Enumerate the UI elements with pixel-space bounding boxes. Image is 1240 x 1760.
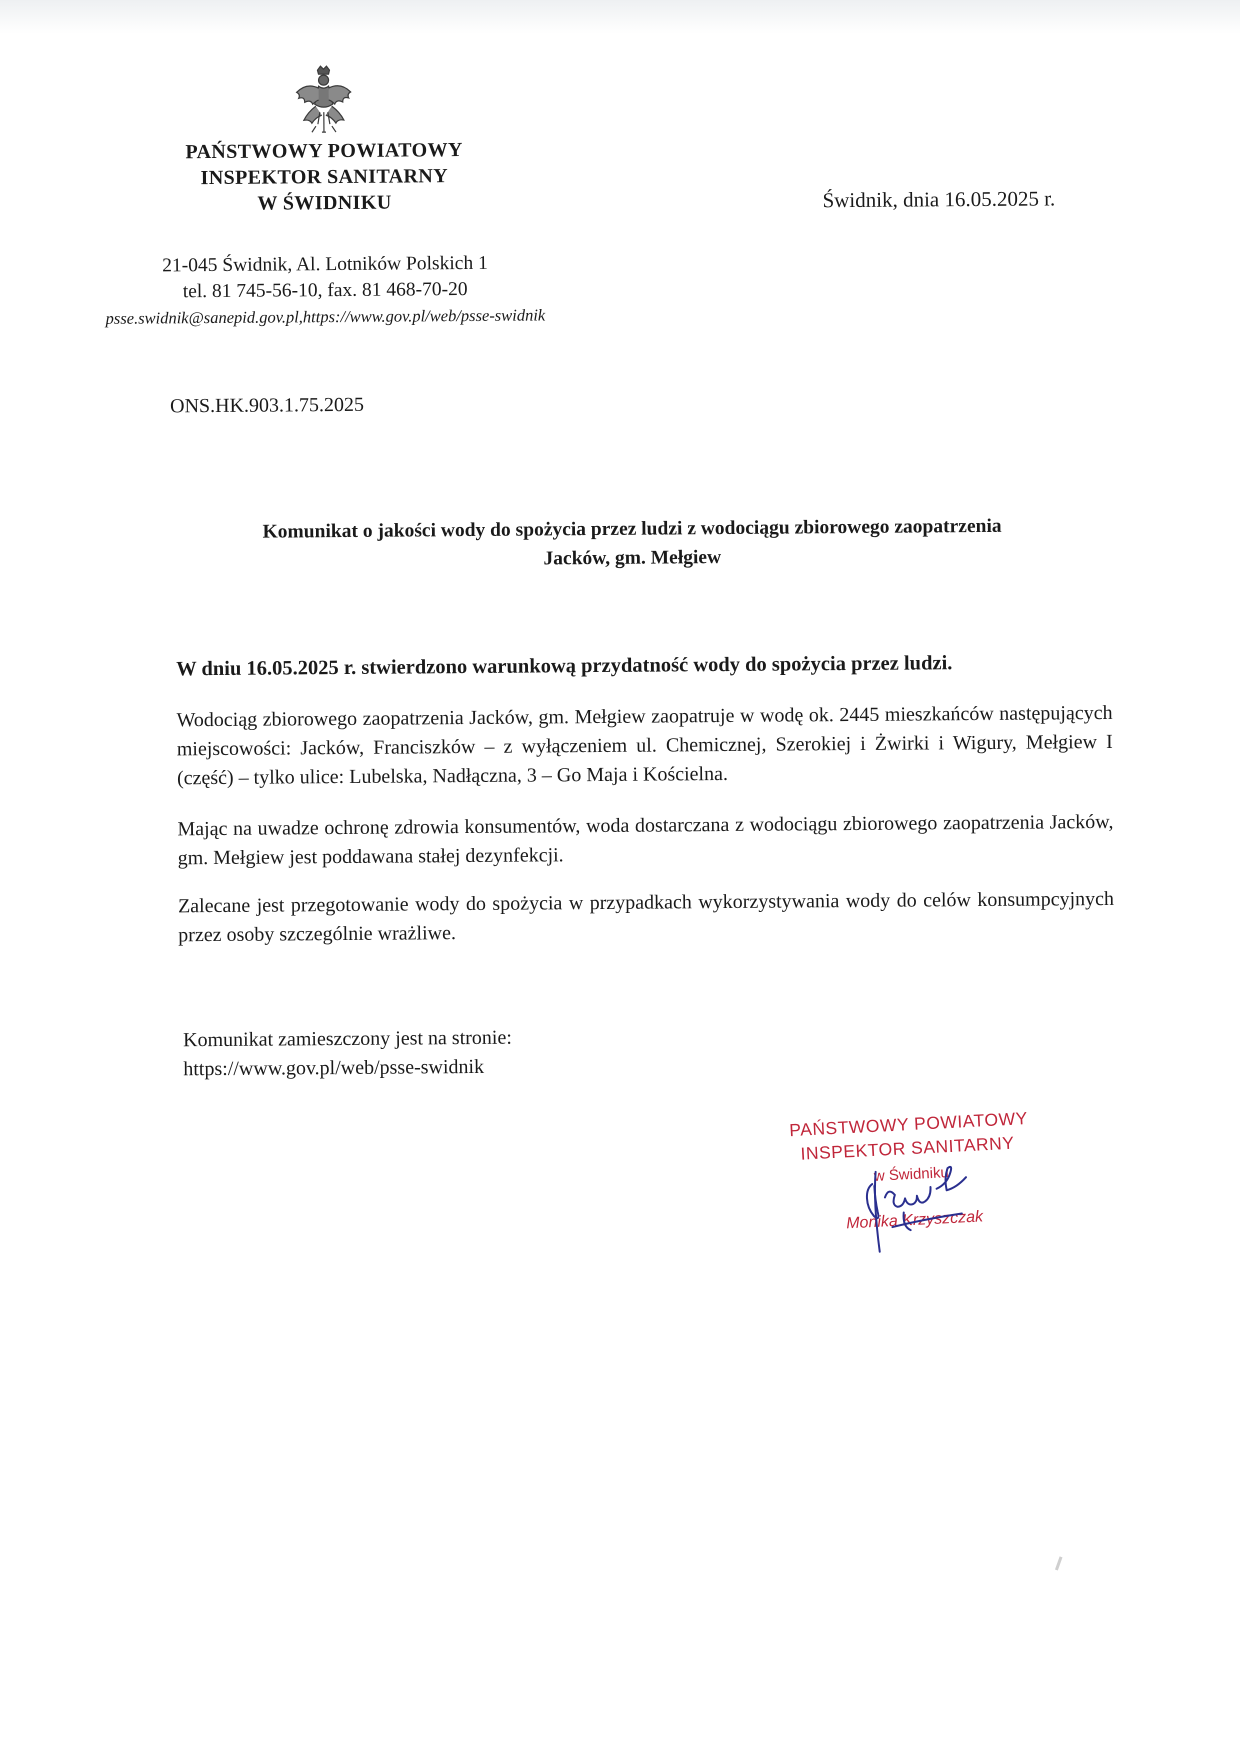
official-stamp xyxy=(769,1100,1076,1265)
stamp-line-2: INSPEKTOR SANITARNY xyxy=(800,1132,1015,1164)
stamp-line-3: w Świdniku xyxy=(873,1164,950,1185)
street-address: 21-045 Świdnik, Al. Lotników Polskich 1 xyxy=(162,252,488,277)
publication-note xyxy=(183,1024,512,1085)
document-date: Świdnik, dnia 16.05.2025 r. xyxy=(822,186,1056,213)
office-line-1: PAŃSTWOWY POWIATOWY xyxy=(185,139,463,164)
phone-fax: tel. 81 745-56-10, fax. 81 468-70-20 xyxy=(182,279,468,303)
publication-note-text: Komunikat zamieszczony jest na stronie: xyxy=(183,1026,512,1052)
office-address-block xyxy=(55,250,596,332)
paragraph-supply-area: Wodociąg zbiorowego zaopatrzenia Jacków, gm. Mełgiew zaopatruje w wodę ok. 2445 mieszkańców następujących miejscowości: Jacków, Franciszków – z wyłączeniem ul. Chemicznej, Szerokiej i Żwirki i Wigury, Mełgiew I (część) – tylko ulice: Lubelska, Nadłączna, 3 – Go Maja i Kościelna. xyxy=(176,701,1113,790)
email-website: psse.swidnik@sanepid.gov.pl,https://www.gov.pl/web/psse-swidnik xyxy=(105,305,546,328)
document-title xyxy=(187,511,1077,576)
office-line-2: INSPEKTOR SANITARNY xyxy=(200,165,449,190)
paragraph-recommendation: Zalecane jest przegotowanie wody do spożycia w przypadkach wykorzystywania wody do celów konsumpcyjnych przez osoby szczególnie wrażliwe. xyxy=(177,887,1115,947)
reference-number: ONS.HK.903.1.75.2025 xyxy=(170,393,365,418)
paragraph-disinfection: Mając na uwadze ochronę zdrowia konsumentów, woda dostarczana z wodociągu zbiorowego zaopatrzenia Jacków, gm. Mełgiew jest poddawana stałej dezynfekcji. xyxy=(177,810,1114,870)
title-line-1: Komunikat o jakości wody do spożycia przez ludzi z wodociągu zbiorowego zaopatrzenia xyxy=(262,515,1002,543)
office-line-3: W ŚWIDNIKU xyxy=(257,191,392,215)
title-line-2: Jacków, gm. Mełgiew xyxy=(543,547,722,570)
polish-eagle-emblem-icon xyxy=(291,64,356,139)
stamp-line-1: PAŃSTWOWY POWIATOWY xyxy=(788,1107,1029,1141)
lead-statement: W dniu 16.05.2025 r. stwierdzono warunkową przydatność wody do spożycia przez ludzi. xyxy=(176,652,953,681)
handwritten-signature-icon xyxy=(831,1157,1006,1261)
scan-artifact xyxy=(1055,1556,1063,1570)
issuing-office xyxy=(154,137,495,218)
publication-url[interactable]: https://www.gov.pl/web/psse-swidnik xyxy=(183,1055,485,1081)
stamp-signatory-name: Monika Krzyszczak xyxy=(845,1208,984,1233)
